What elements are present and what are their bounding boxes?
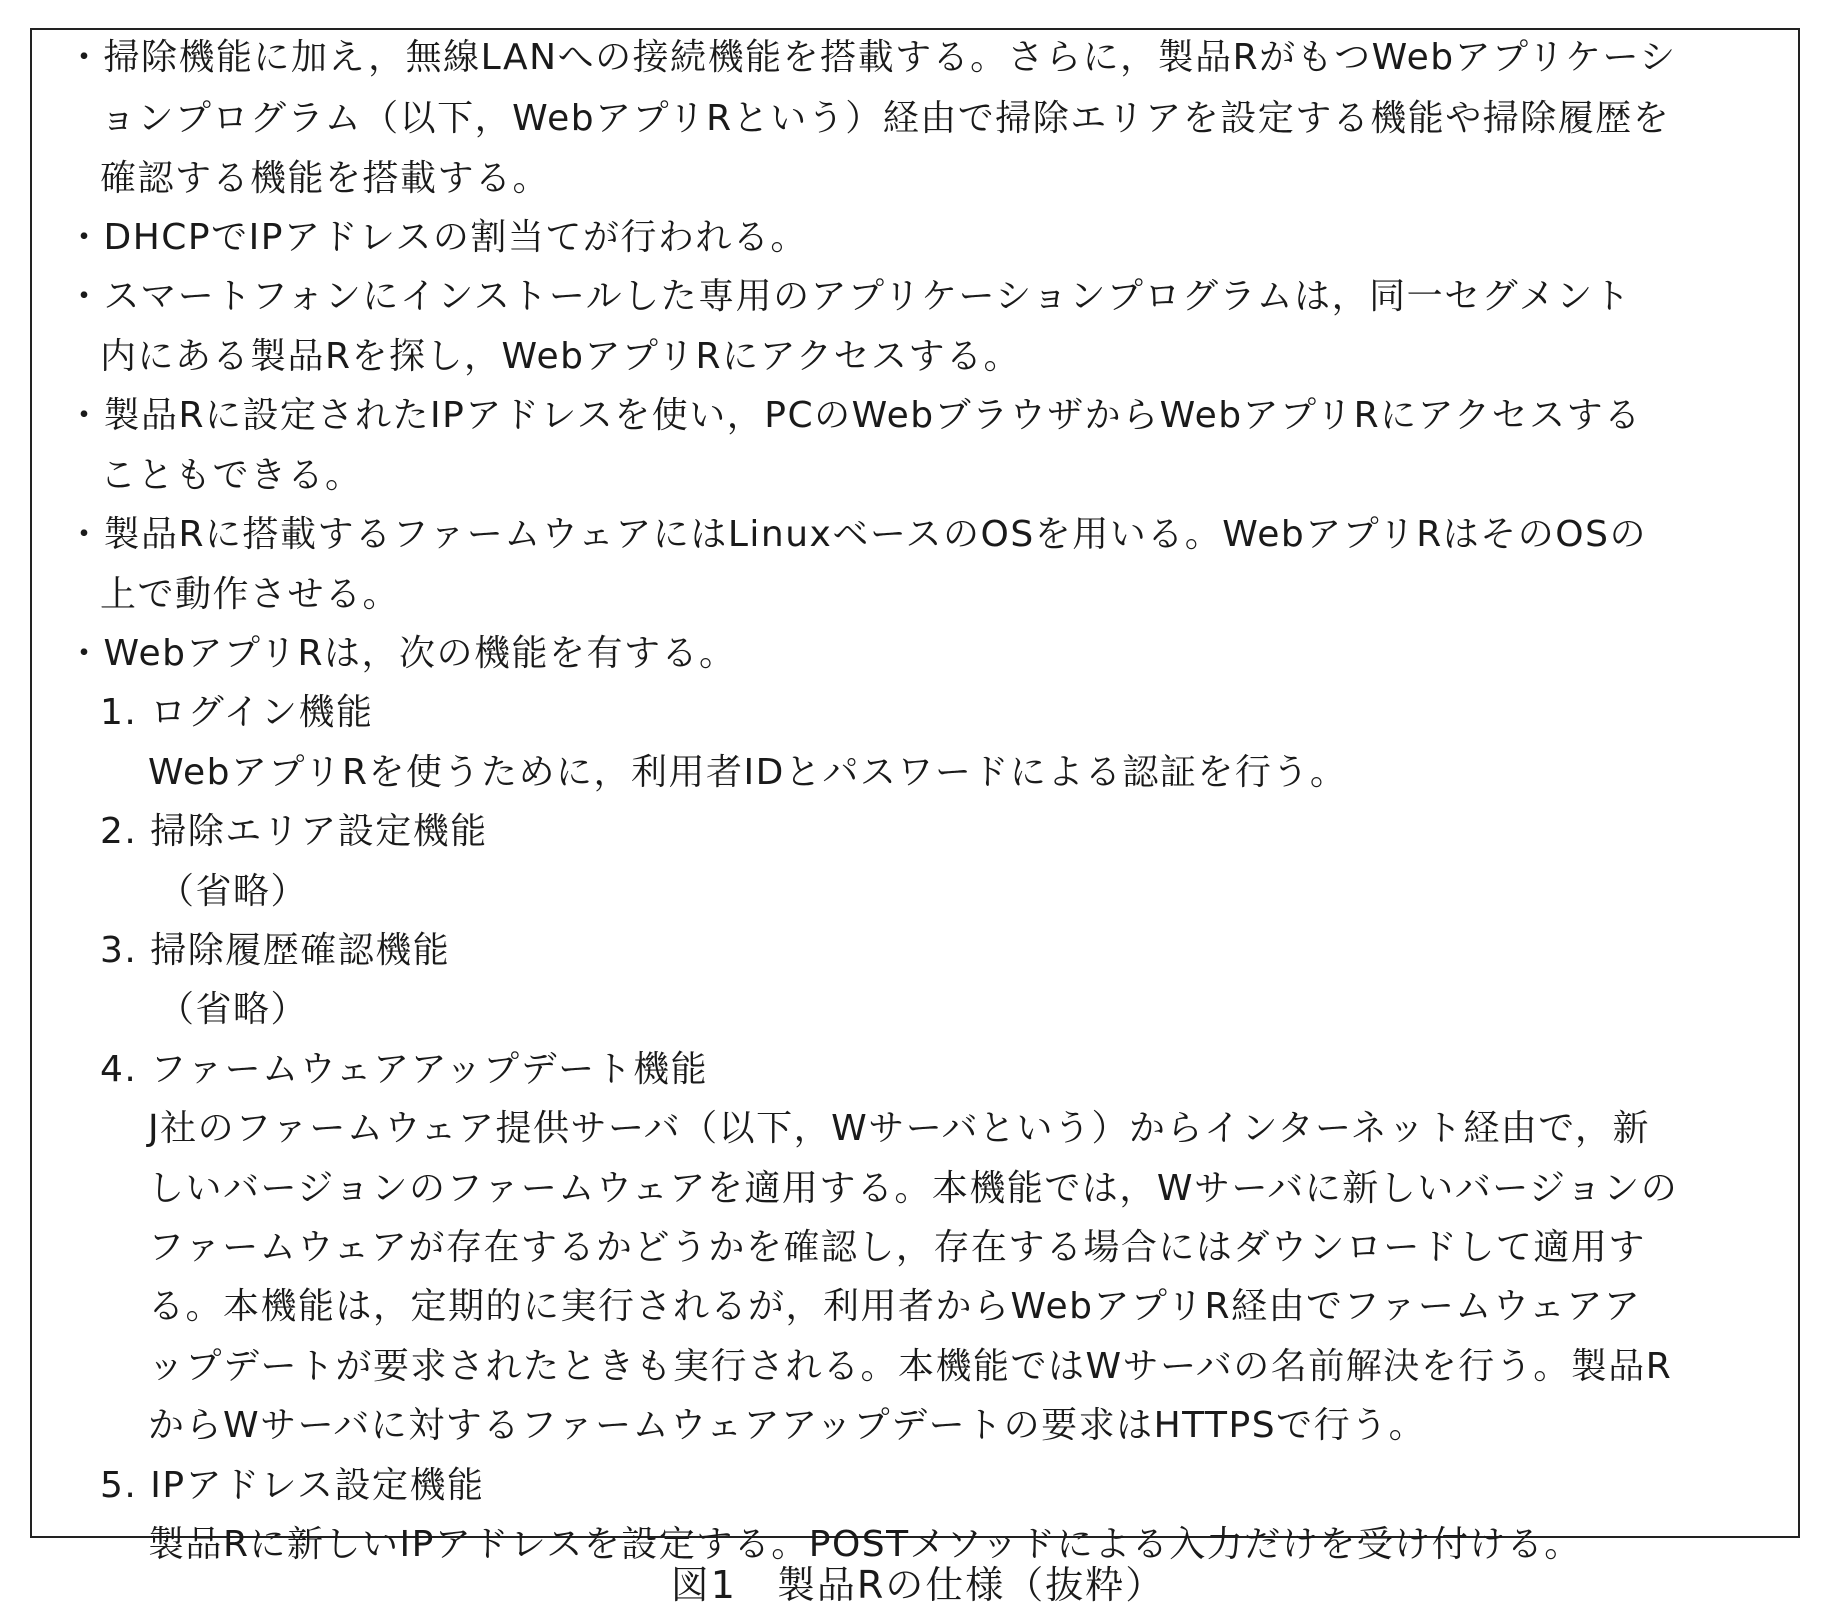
bullet-line: ・スマートフォンにインストールした専用のアプリケーションプログラムは，同一セグメント [66, 276, 1632, 317]
function-heading: 4. ファームウェアアップデート機能 [100, 1049, 709, 1090]
function-description: WebアプリRを使うために，利用者IDとパスワードによる認証を行う。 [148, 752, 1348, 793]
function-heading: 1. ログイン機能 [100, 692, 374, 733]
function-description: J社のファームウェア提供サーバ（以下，Wサーバという）からインターネット経由で，新 [148, 1108, 1650, 1149]
function-description: る。本機能は，定期的に実行されるが，利用者からWebアプリR経由でファームウェアア [148, 1286, 1642, 1327]
function-description: しいバージョンのファームウェアを適用する。本機能では，Wサーバに新しいバージョンの [148, 1168, 1679, 1209]
bullet-line: ・掃除機能に加え，無線LANへの接続機能を搭載する。さらに，製品RがもつWebアプリケーシ [66, 37, 1677, 78]
function-description: （省略） [158, 989, 309, 1030]
text-line: ョンプログラム（以下，WebアプリRという）経由で掃除エリアを設定する機能や掃除履歴を [100, 98, 1671, 139]
bullet-line: ・DHCPでIPアドレスの割当てが行われる。 [66, 217, 808, 258]
function-heading: 2. 掃除エリア設定機能 [100, 811, 488, 852]
text-line: 確認する機能を搭載する。 [100, 158, 551, 199]
bullet-line: ・WebアプリRは，次の機能を有する。 [66, 633, 737, 674]
function-heading: 5. IPアドレス設定機能 [100, 1465, 485, 1506]
function-description: ップデートが要求されたときも実行される。本機能ではWサーバの名前解決を行う。製品R [148, 1346, 1673, 1387]
function-description: （省略） [158, 871, 309, 912]
figure-caption: 図1 製品Rの仕様（抜粋） [670, 1563, 1166, 1607]
function-heading: 3. 掃除履歴確認機能 [100, 930, 451, 971]
bullet-line: ・製品Rに設定されたIPアドレスを使い，PCのWebブラウザからWebアプリRにアクセスする [66, 395, 1642, 436]
text-line: 上で動作させる。 [100, 574, 401, 615]
function-description: からWサーバに対するファームウェアアップデートの要求はHTTPSで行う。 [148, 1405, 1427, 1446]
text-line: 内にある製品Rを探し，WebアプリRにアクセスする。 [100, 336, 1021, 377]
text-line: こともできる。 [100, 455, 363, 496]
bullet-line: ・製品Rに搭載するファームウェアにはLinuxベースのOSを用いる。WebアプリRはそのOSの [66, 514, 1647, 555]
function-description: 製品Rに新しいIPアドレスを設定する。POSTメソッドによる入力だけを受け付ける。 [148, 1524, 1582, 1565]
function-description: ファームウェアが存在するかどうかを確認し，存在する場合にはダウンロードして適用す [148, 1227, 1646, 1268]
